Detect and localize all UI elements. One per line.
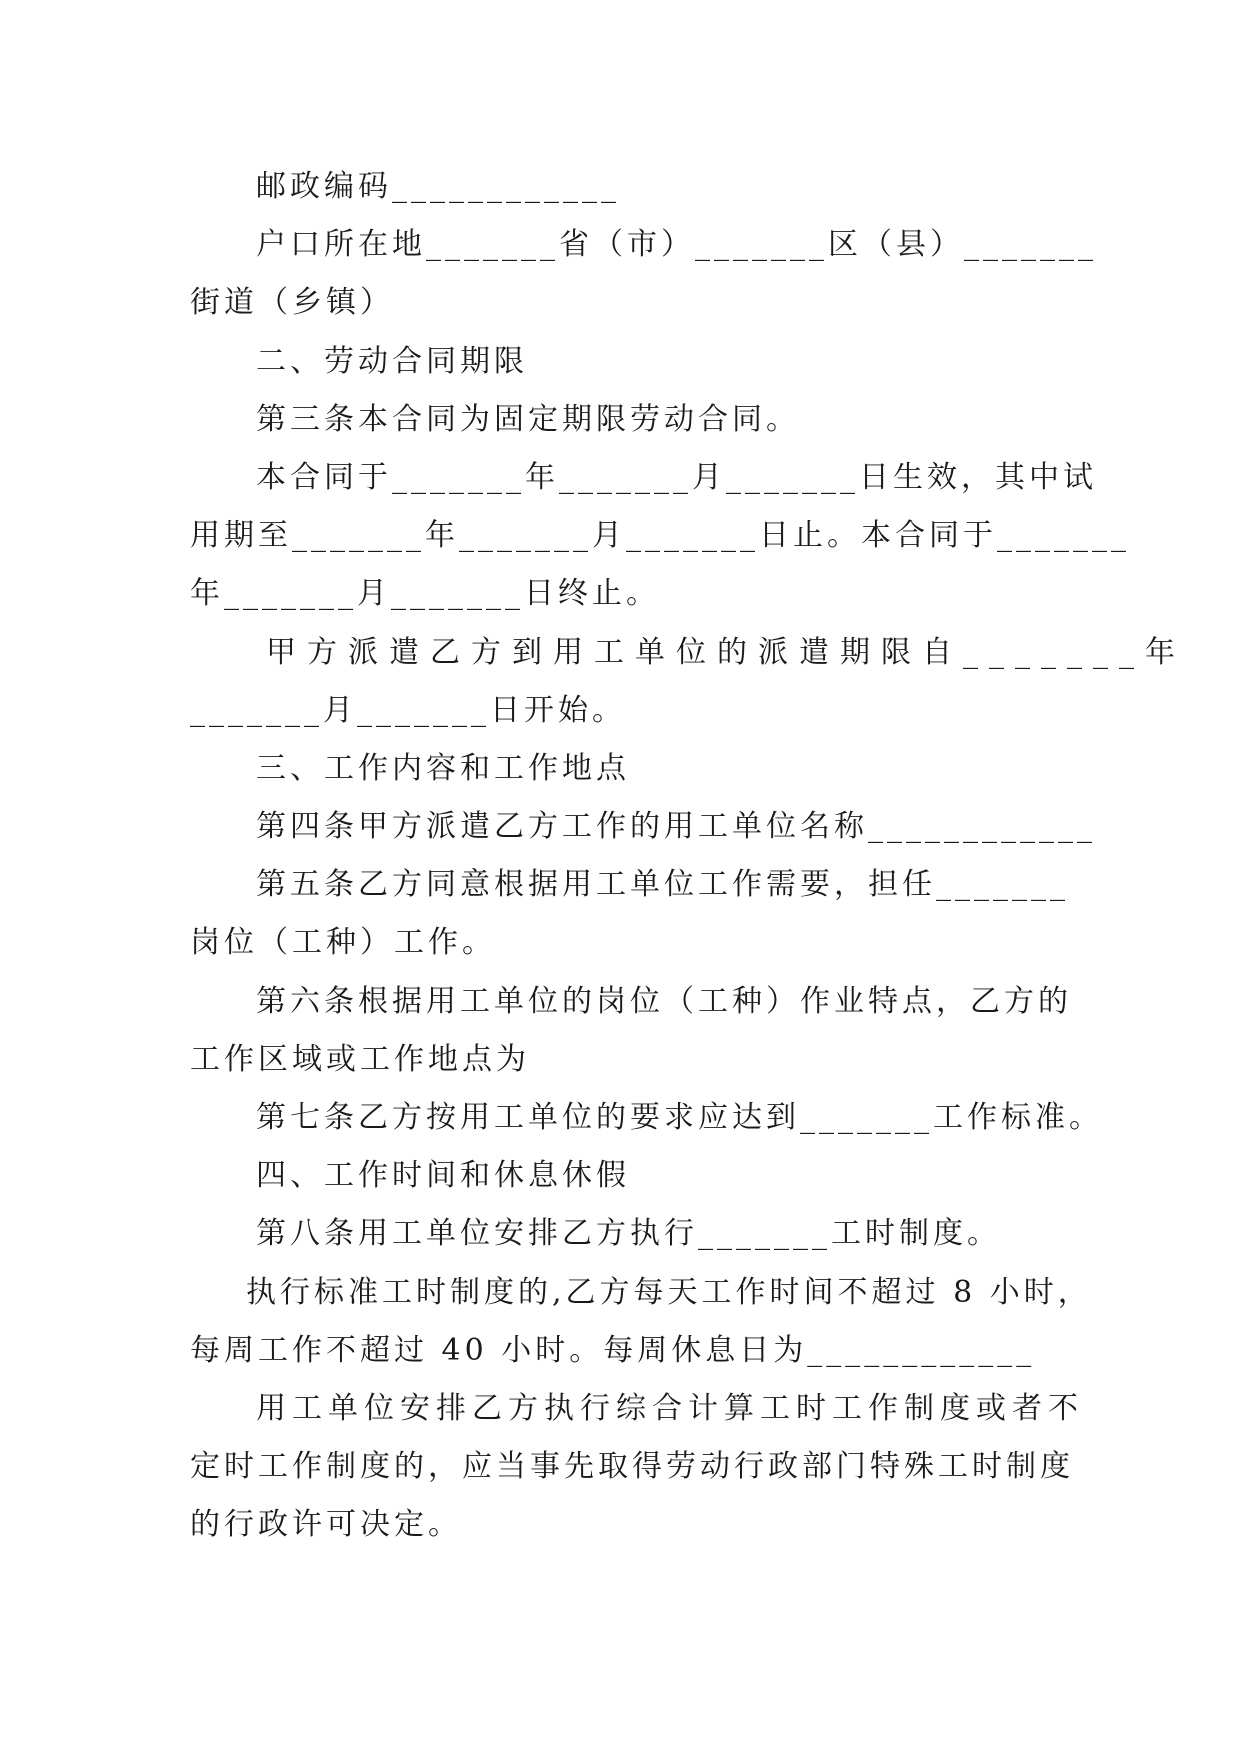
flexible-hours-line-end: 的行政许可决定。 — [190, 1507, 462, 1543]
contract-end-line: 年_______月_______日终止。 — [190, 576, 660, 612]
postal-code-line: 邮政编码____________ — [256, 169, 620, 204]
article-3-line: 第三条本合同为固定期限劳动合同。 — [256, 401, 800, 437]
household-registration-line: 户口所在地_______省（市）_______区（县）_______ — [256, 227, 1097, 263]
article-5-line-cont: 岗位（工种）工作。 — [190, 925, 496, 961]
section-heading-work-content: 三、工作内容和工作地点 — [256, 750, 630, 786]
household-registration-line-cont: 街道（乡镇） — [190, 285, 394, 321]
dispatch-term-line-cont: _______月_______日开始。 — [190, 692, 626, 728]
article-5-line: 第五条乙方同意根据用工单位工作需要，担任_______ — [256, 867, 1069, 903]
article-8-line: 第八条用工单位安排乙方执行_______工时制度。 — [256, 1216, 1001, 1252]
dispatch-term-line: 甲方派遣乙方到用工单位的派遣期限自_______年 — [266, 634, 1186, 670]
article-7-line: 第七条乙方按用工单位的要求应达到_______工作标准。 — [256, 1100, 1103, 1135]
probation-line: 用期至_______年_______月_______日止。本合同于_______ — [190, 518, 1130, 554]
contract-effective-line: 本合同于_______年_______月_______日生效，其中试 — [256, 459, 1097, 495]
section-heading-work-hours: 四、工作时间和休息休假 — [256, 1158, 630, 1194]
flexible-hours-line: 用工单位安排乙方执行综合计算工时工作制度或者不 — [256, 1390, 1084, 1426]
article-6-line-cont: 工作区域或工作地点为 — [190, 1041, 530, 1077]
section-heading-contract-term: 二、劳动合同期限 — [256, 343, 528, 379]
document-body — [190, 158, 1186, 1555]
standard-hours-line-cont: 每周工作不超过 40 小时。每周休息日为____________ — [190, 1332, 1036, 1368]
flexible-hours-line-cont: 定时工作制度的，应当事先取得劳动行政部门特殊工时制度 — [190, 1449, 1074, 1485]
article-4-line: 第四条甲方派遣乙方工作的用工单位名称____________ — [256, 809, 1096, 845]
article-6-line: 第六条根据用工单位的岗位（工种）作业特点，乙方的 — [256, 983, 1072, 1019]
standard-hours-line: 执行标准工时制度的,乙方每天工作时间不超过 8 小时， — [246, 1274, 1092, 1310]
